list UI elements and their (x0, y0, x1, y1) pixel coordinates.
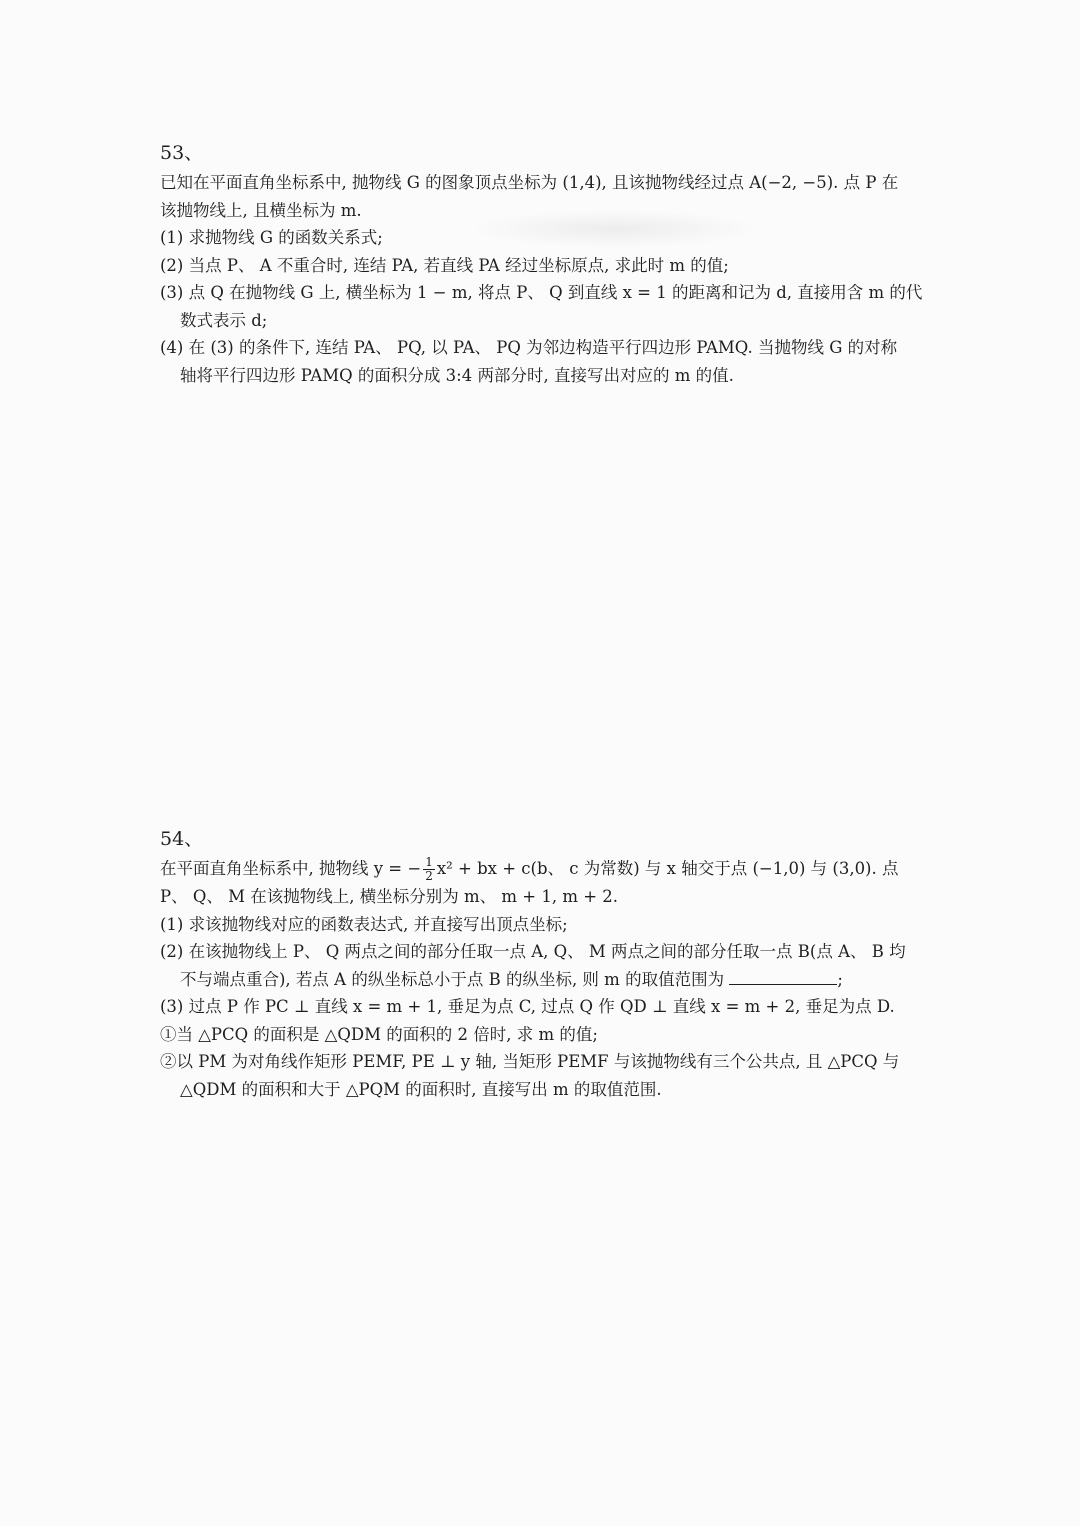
question-part-3: (3) 过点 P 作 PC ⊥ 直线 x = m + 1, 垂足为点 C, 过点 Q 作 QD ⊥ 直线 x = m + 2, 垂足为点 D. (160, 997, 895, 1016)
question-text: ; (837, 969, 843, 989)
fraction-denominator: 2 (425, 869, 433, 883)
question-part-3-cont: 数式表示 d; (180, 310, 268, 330)
question-part-2: (2) 在该抛物线上 P、 Q 两点之间的部分任取一点 A, Q、 M 两点之间的部分任取一点 B(点 A、 B 均 (160, 942, 906, 961)
question-part-3-i: ①当 △PCQ 的面积是 △QDM 的面积的 2 倍时, 求 m 的值; (160, 1024, 598, 1044)
problem-intro-line: 该抛物线上, 且横坐标为 m. (160, 200, 362, 220)
problem-number: 53、 (160, 142, 204, 164)
problem-53 (160, 138, 960, 389)
intro-text: x² + bx + c(b、 c 为常数) 与 x 轴交于点 (−1,0) 与 (3,0). 点 (436, 859, 899, 878)
problem-54 (160, 824, 960, 1103)
question-part-3: (3) 点 Q 在抛物线 G 上, 横坐标为 1 − m, 将点 P、 Q 到直线 x = 1 的距离和记为 d, 直接用含 m 的代 (160, 283, 923, 302)
question-text: 不与端点重合), 若点 A 的纵坐标总小于点 B 的纵坐标, 则 m 的取值范围为 (180, 969, 725, 989)
question-part-1: (1) 求该抛物线对应的函数表达式, 并直接写出顶点坐标; (160, 914, 568, 934)
question-part-2-cont (160, 966, 960, 994)
question-part-3-ii: ②以 PM 为对角线作矩形 PEMF, PE ⊥ y 轴, 当矩形 PEMF 与该抛物线有三个公共点, 且 △PCQ 与 (160, 1052, 900, 1071)
question-part-1: (1) 求抛物线 G 的函数关系式; (160, 228, 383, 247)
intro-text: 在平面直角坐标系中, 抛物线 y = − (160, 859, 422, 878)
question-part-2: (2) 当点 P、 A 不重合时, 连结 PA, 若直线 PA 经过坐标原点, 求此时 m 的值; (160, 255, 729, 275)
problem-number: 54、 (160, 828, 204, 850)
problem-intro-line (160, 855, 960, 883)
problem-intro-line: 已知在平面直角坐标系中, 抛物线 G 的图象顶点坐标为 (1,4), 且该抛物线经过点 A(−2, −5). 点 P 在 (160, 173, 899, 192)
fraction (423, 856, 435, 883)
problem-intro-line: P、 Q、 M 在该抛物线上, 横坐标分别为 m、 m + 1, m + 2. (160, 887, 619, 906)
question-part-4-cont: 轴将平行四边形 PAMQ 的面积分成 3:4 两部分时, 直接写出对应的 m 的值. (180, 365, 734, 385)
question-part-4: (4) 在 (3) 的条件下, 连结 PA、 PQ, 以 PA、 PQ 为邻边构造平行四边形 PAMQ. 当抛物线 G 的对称 (160, 338, 898, 357)
fraction-numerator: 1 (425, 855, 433, 869)
answer-blank[interactable] (729, 968, 837, 985)
question-part-3-ii-cont: △QDM 的面积和大于 △PQM 的面积时, 直接写出 m 的取值范围. (180, 1079, 662, 1099)
